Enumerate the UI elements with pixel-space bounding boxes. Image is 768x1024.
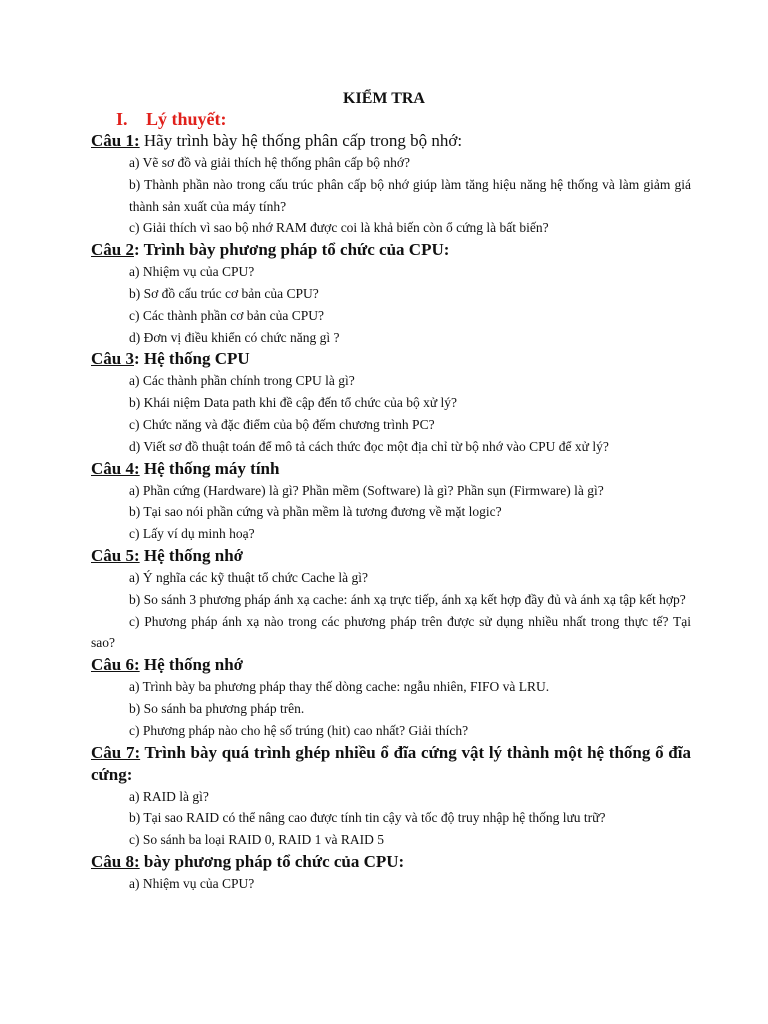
question-heading: Câu 7: Trình bày quá trình ghép nhiều ổ đĩa cứng vật lý thành một hệ thống ổ đĩa cứng: xyxy=(91,742,691,784)
list-item: a) Vẽ sơ đồ và giải thích hệ thống phân cấp bộ nhớ? xyxy=(129,155,410,170)
list-item: b) Tại sao nói phần cứng và phần mềm là tương đương về mặt logic? xyxy=(129,504,502,520)
list-item: d) Đơn vị điều khiển có chức năng gì ? xyxy=(129,329,340,345)
list-item: c) Lấy ví dụ minh hoạ? xyxy=(129,526,255,542)
page-title: KIỂM TRA xyxy=(343,90,425,107)
question-heading: Câu 1: Hãy trình bày hệ thống phân cấp trong bộ nhớ: xyxy=(91,131,463,150)
list-item: c) So sánh ba loại RAID 0, RAID 1 và RAID 5 xyxy=(129,832,384,848)
list-item: b) So sánh 3 phương pháp ánh xạ cache: ánh xạ trực tiếp, ánh xạ kết hợp đầy đủ và ánh xạ tập kết hợp? xyxy=(129,591,686,607)
question-heading: Câu 8: bày phương pháp tổ chức của CPU: xyxy=(91,851,405,871)
list-item xyxy=(91,174,691,218)
list-item: a) Các thành phần chính trong CPU là gì? xyxy=(129,373,355,389)
section-number: I. xyxy=(116,109,128,129)
list-item: a) Nhiệm vụ của CPU? xyxy=(129,264,255,280)
question-heading: Câu 4: Hệ thống máy tính xyxy=(91,458,280,478)
list-item: a) Trình bày ba phương pháp thay thế dòng cache: ngẫu nhiên, FIFO và LRU. xyxy=(129,679,550,695)
question-heading: Câu 5: Hệ thống nhớ xyxy=(91,545,244,565)
question-list xyxy=(91,130,691,895)
list-item: b) Khái niệm Data path khi đề cập đến tổ chức của bộ xử lý? xyxy=(129,395,458,411)
list-item: c) Giải thích vì sao bộ nhớ RAM được coi là khả biến còn ổ cứng là bất biến? xyxy=(129,220,549,236)
list-item: c) Chức năng và đặc điểm của bộ đếm chương trình PC? xyxy=(129,416,435,432)
list-item: a) Ý nghĩa các kỹ thuật tổ chức Cache là gì? xyxy=(129,569,368,585)
list-item: b) Sơ đồ cấu trúc cơ bản của CPU? xyxy=(129,285,319,301)
list-item: a) RAID là gì? xyxy=(129,788,209,804)
section-heading xyxy=(116,108,227,130)
list-item: a) Phần cứng (Hardware) là gì? Phần mềm (Software) là gì? Phần sụn (Firmware) là gì? xyxy=(129,482,604,498)
question-heading: Câu 3: Hệ thống CPU xyxy=(91,349,250,369)
list-item: c) Phương pháp ánh xạ nào trong các phương pháp trên được sử dụng nhiều nhất trong thực tế? Tại sao? xyxy=(91,613,691,651)
list-item-text: b) Thành phần nào trong cấu trúc phân cấp bộ nhớ giúp làm tăng hiệu năng hệ thống và làm giảm giá thành sản xuất của máy tính? xyxy=(129,176,691,214)
section-label: Lý thuyết: xyxy=(146,109,227,129)
list-item: b) Tại sao RAID có thể nâng cao được tính tin cậy và tốc độ truy nhập hệ thống lưu trữ? xyxy=(129,810,606,826)
list-item: b) So sánh ba phương pháp trên. xyxy=(129,700,305,716)
list-item: d) Viết sơ đồ thuật toán để mô tả cách thức đọc một địa chỉ từ bộ nhớ vào CPU để xử lý? xyxy=(129,438,609,454)
list-item: c) Các thành phần cơ bản của CPU? xyxy=(129,307,324,323)
list-item: c) Phương pháp nào cho hệ số trúng (hit) cao nhất? Giải thích? xyxy=(129,722,469,738)
list-item: a) Nhiệm vụ của CPU? xyxy=(129,875,255,891)
question-heading: Câu 6: Hệ thống nhớ xyxy=(91,655,244,675)
question-heading: Câu 2: Trình bày phương pháp tổ chức của CPU: xyxy=(91,240,450,260)
